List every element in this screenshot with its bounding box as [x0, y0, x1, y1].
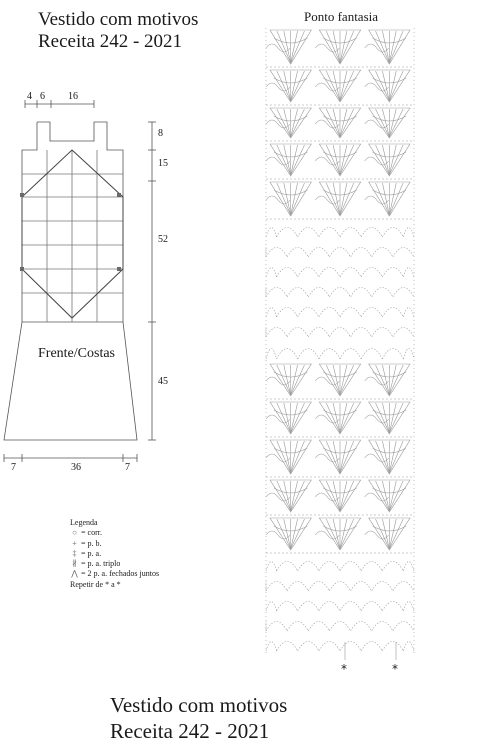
chain-arch	[382, 268, 403, 278]
footer-title-line2: Receita 242 - 2021	[110, 719, 270, 743]
chain-arch	[403, 642, 414, 652]
legend-item	[70, 539, 159, 549]
chain-arch	[372, 622, 393, 632]
chain-arch	[340, 602, 361, 612]
legend-item-text: = corr.	[81, 528, 102, 538]
chain-arch	[319, 308, 340, 318]
chain-arch	[393, 248, 414, 258]
stitch-chart	[266, 28, 414, 660]
chain-arch	[287, 622, 308, 632]
chain-arch	[340, 228, 361, 238]
chain-arch	[266, 622, 287, 632]
chain-arch	[382, 349, 403, 360]
measure-bottom-3: 7	[125, 462, 130, 473]
legend-item-text: = p. a. triplo	[81, 559, 121, 569]
chain-arch	[351, 328, 372, 338]
header-title-line1: Vestido com motivos	[38, 9, 199, 30]
chain-arch	[382, 308, 403, 318]
legend-repeat-note: Repetir de * a *	[70, 579, 121, 589]
chain-arch	[361, 268, 382, 278]
footer-title-line1: Vestido com motivos	[110, 693, 288, 717]
chain-arch	[266, 248, 287, 258]
chain-arch	[308, 328, 329, 338]
chain-arch	[340, 308, 361, 318]
chain-arch	[298, 642, 319, 652]
legend-item	[70, 528, 159, 538]
chain-arch	[298, 602, 319, 612]
seam-markers	[20, 193, 121, 271]
chain-arch	[308, 288, 329, 298]
legend-title: Legenda	[70, 518, 98, 527]
chain-arch	[351, 582, 372, 592]
chain-arch	[361, 562, 382, 572]
chain-arch	[382, 642, 403, 652]
chain-arch	[403, 562, 414, 572]
chain-arch	[287, 582, 308, 592]
repeat-mark-end: *	[392, 662, 398, 676]
chain-arch	[361, 602, 382, 612]
chain-arch	[382, 602, 403, 612]
chain-arch	[308, 248, 329, 258]
chain-arch	[382, 562, 403, 572]
chain-arch	[298, 349, 319, 360]
decrease-icon: ⋀	[71, 569, 78, 579]
chain-arch	[351, 288, 372, 298]
chain-arch	[403, 228, 414, 238]
footer-title	[110, 692, 287, 744]
chain-arch	[329, 622, 350, 632]
chain-arch	[351, 248, 372, 258]
chain-arch	[308, 622, 329, 632]
chain-arch	[266, 228, 277, 238]
chain-arch	[298, 228, 319, 238]
chain-arch	[329, 582, 350, 592]
legend-item-text: = p. a.	[81, 548, 102, 558]
piece-label: Frente/Costas	[38, 346, 115, 361]
stitch-chart-title: Ponto fantasia	[304, 9, 379, 24]
legend-item	[70, 559, 159, 569]
legend-item	[70, 549, 159, 559]
chain-arch	[287, 288, 308, 298]
chain-arch	[393, 288, 414, 298]
chain-arch	[319, 562, 340, 572]
chain-arch	[319, 349, 340, 360]
chain-arch	[393, 582, 414, 592]
chain-arch	[361, 308, 382, 318]
chain-arch	[277, 228, 298, 238]
chain-arch	[277, 602, 298, 612]
chain-arch	[372, 288, 393, 298]
measure-side-4: 45	[158, 376, 168, 387]
chain-arch	[372, 248, 393, 258]
chain-arch	[340, 268, 361, 278]
chain-arch	[319, 602, 340, 612]
chain-arch	[277, 642, 298, 652]
chain-arch	[340, 642, 361, 652]
measure-side-1: 8	[158, 128, 163, 139]
chain-arch	[266, 308, 277, 318]
chain-arch	[403, 349, 414, 360]
chain-arch	[277, 349, 298, 360]
chain-arch	[361, 349, 382, 360]
chain-arch	[319, 642, 340, 652]
triple-crochet-icon: ∦	[71, 559, 78, 569]
chain-arch	[266, 602, 277, 612]
measure-side-3: 52	[158, 234, 168, 245]
chain-arch	[266, 642, 277, 652]
legend-item	[70, 569, 159, 579]
double-crochet-icon: ‡	[72, 548, 77, 558]
chain-arch	[266, 582, 287, 592]
chain-arch	[319, 228, 340, 238]
chain-arch	[277, 268, 298, 278]
measure-bottom-2: 36	[71, 462, 81, 473]
chain-arch	[308, 582, 329, 592]
chain-arch	[403, 308, 414, 318]
chain-arch	[298, 562, 319, 572]
chain-arch	[361, 228, 382, 238]
legend-item-text: = 2 p. a. fechados juntos	[81, 569, 160, 579]
chain-arch	[361, 642, 382, 652]
chain-arch	[298, 308, 319, 318]
chain-arch	[319, 268, 340, 278]
chain-arch	[266, 349, 277, 360]
single-crochet-icon: +	[72, 538, 77, 548]
chain-arch	[277, 308, 298, 318]
chain-arch	[382, 228, 403, 238]
chain-arch	[329, 328, 350, 338]
chain-arch	[351, 622, 372, 632]
chain-arch	[393, 328, 414, 338]
chain-arch	[329, 288, 350, 298]
chain-arch	[298, 268, 319, 278]
chain-arch	[266, 562, 277, 572]
measure-top-2: 6	[40, 91, 45, 102]
legend-item-text: = p. b.	[81, 538, 102, 548]
chain-arch	[372, 582, 393, 592]
chain-arch	[287, 248, 308, 258]
legend	[70, 518, 159, 590]
chain-arch	[266, 288, 287, 298]
motif-grid	[22, 150, 123, 322]
chain-stitch-icon: ○	[72, 528, 77, 538]
chain-arch	[403, 268, 414, 278]
chain-arch	[329, 248, 350, 258]
chain-arch	[340, 349, 361, 360]
header-title-line2: Receita 242 - 2021	[38, 31, 183, 52]
measure-top-3: 16	[68, 91, 78, 102]
chain-arch	[266, 328, 287, 338]
chain-arch	[340, 562, 361, 572]
measure-bottom-1: 7	[11, 462, 16, 473]
chain-arch	[393, 622, 414, 632]
measure-side-2: 15	[158, 158, 168, 169]
chain-arch	[372, 328, 393, 338]
chain-arch	[287, 328, 308, 338]
chain-arch	[266, 268, 277, 278]
repeat-mark-start: *	[341, 662, 347, 676]
chain-arch	[277, 562, 298, 572]
chain-arch	[403, 602, 414, 612]
garment-outline	[4, 122, 137, 440]
measure-top-1: 4	[27, 91, 32, 102]
